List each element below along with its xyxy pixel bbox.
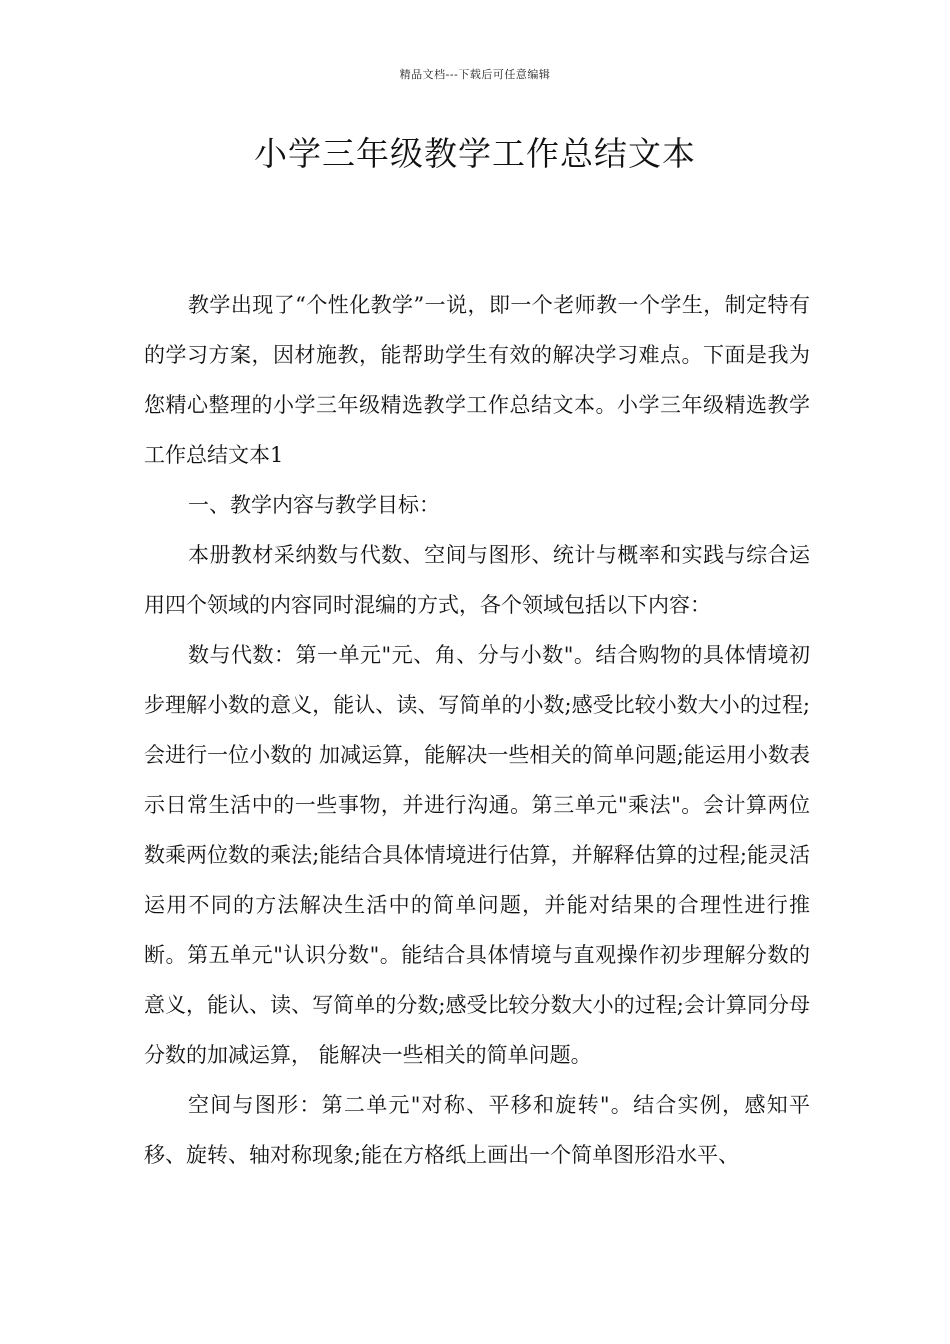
document-body xyxy=(144,280,810,1180)
header-note: 精品文档---下载后可任意编辑 xyxy=(399,68,551,81)
paragraph-number-algebra: 数与代数：第一单元"元、角、分与小数"。结合购物的具体情境初步理解小数的意义，能认、读、写简单的小数;感受比较小数大小的过程;会进行一位小数的 加减运算，能解决一些相关的简单问题;能运用小数表示日常生活中的一些事物，并进行沟通。第三单元"乘法"。会计算两位数乘两位数的乘法;能结合具体情境进行估算，并解释估算的过程;能灵活运用不同的方法解决生活中的简单问题，并能对结果的合理性进行推断。第五单元"认识分数"。能结合具体情境与直观操作初步理解分数的意义，能认、读、写简单的分数;感受比较分数大小的过程;会计算同分母分数的加减运算， 能解决一些相关的简单问题。 xyxy=(144,643,810,1067)
paragraph-intro: 教学出现了“个性化教学”一说，即一个老师教一个学生，制定特有的学习方案，因材施教，能帮助学生有效的解决学习难点。下面是我为您精心整理的小学三年级精选教学工作总结文本。小学三年级精选教学工作总结文本1 xyxy=(144,293,810,467)
paragraph-space-shape: 空间与图形：第二单元"对称、平移和旋转"。结合实例，感知平移、旋转、轴对称现象;能在方格纸上画出一个简单图形沿水平、 xyxy=(144,1093,810,1167)
section-heading: 一、教学内容与教学目标： xyxy=(188,493,440,517)
document-title: 小学三年级教学工作总结文本 xyxy=(254,134,696,173)
paragraph-overview: 本册教材采纳数与代数、空间与图形、统计与概率和实践与综合运用四个领域的内容同时混编的方式，各个领域包括以下内容： xyxy=(144,543,810,617)
